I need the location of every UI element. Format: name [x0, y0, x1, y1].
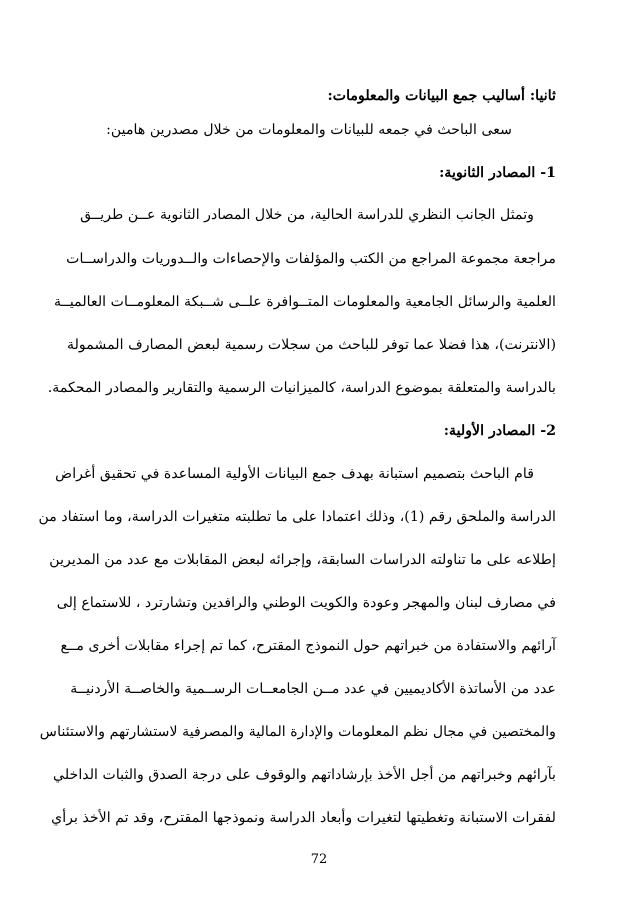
section1-line: (الانترنت)، هذا فضلا عما توفر للباحث من سجلات رسمية لبعض المصارف المشمولة — [66, 337, 556, 353]
section1-line: مراجعة مجموعة المراجع من الكتب والمؤلفات والإحصاءات والــدوريات والدراســات — [66, 251, 556, 267]
section2-line: آرائهم والاستفادة من خبراتهم حول النموذج المقترح، كما تم إجراء مقابلات أخرى مــع — [60, 638, 556, 654]
section2-title: 2- المصادر الأولية: — [443, 423, 556, 439]
section2-line: بآرائهم وخبراتهم من أجل الأخذ بإرشاداتهم والوقوف على درجة الصدق والثبات الداخلي — [53, 767, 556, 783]
section1-line: بالدراسة والمتعلقة بموضوع الدراسة، كالميزانيات الرسمية والتقارير والمصادر المحكمة. — [47, 380, 556, 396]
section2-line: قام الباحث بتصميم استبانة بهدف جمع البيانات الأولية المساعدة في تحقيق أغراض — [55, 466, 534, 482]
section1-line: العلمية والرسائل الجامعية والمعلومات المتــوافرة علــى شــبكة المعلومــات العالميــة — [53, 294, 556, 310]
section2-line: إطلاعه على ما تناولته الدراسات السابقة، وإجرائه لبعض المقابلات مع عدد من المديرين — [49, 552, 556, 568]
section1-title: 1- المصادر الثانوية: — [439, 165, 556, 181]
page-number: 72 — [310, 852, 328, 867]
intro-line: سعى الباحث في جمعه للبيانات والمعلومات من خلال مصدرين هامين: — [106, 122, 512, 138]
section1-line: وتمثل الجانب النظري للدراسة الحالية، من خلال المصادر الثانوية عــن طريــق — [80, 207, 534, 223]
main-heading: ثانيا: أساليب جمع البيانات والمعلومات: — [327, 88, 556, 104]
section2-line: عدد من الأساتذة الأكاديميين في عدد مــن الجامعــات الرســمية والخاصــة الأردنيــة — [70, 681, 556, 697]
section2-line: لفقرات الاستبانة وتغطيتها لتغيرات وأبعاد الدراسة ونموذجها المقترح، وقد تم الأخذ برأي — [51, 810, 556, 826]
section2-line: والمختصين في مجال نظم المعلومات والإدارة المالية والمصرفية لاستشارتهم والاستئناس — [39, 724, 556, 740]
section2-line: الدراسة والملحق رقم (1)، وذلك اعتمادا على ما تطلبته متغيرات الدراسة، وما استفاد من — [38, 509, 556, 525]
section2-line: في مصارف لبنان والمهجر وعودة والكويت الوطني والرافدين وتشارترد ، للاستماع إلى — [56, 595, 556, 611]
